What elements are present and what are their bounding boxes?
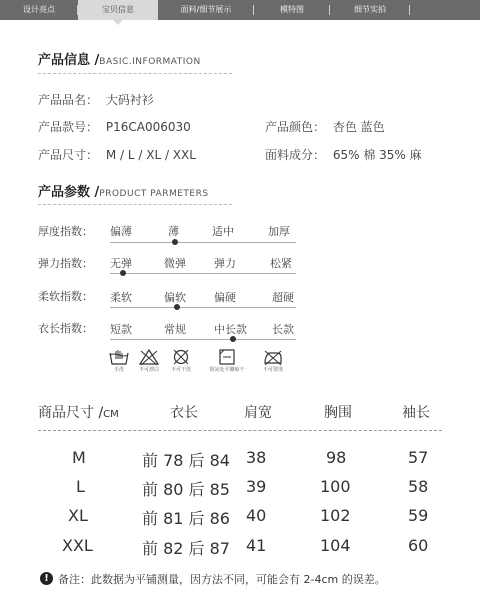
basic-info-title-en: BASIC.INFORMATION: [99, 57, 201, 67]
measurement-note: 备注：此数据为平铺测量，因方法不同，可能会有 2-4cm 的误差。: [58, 573, 386, 586]
care-label: 手洗: [113, 367, 124, 373]
nav-tab-detail[interactable]: [330, 0, 410, 20]
param-track: [110, 273, 296, 274]
sleeve-cell: 58: [408, 477, 429, 496]
param-track: [110, 339, 296, 340]
size-cell: M: [72, 448, 86, 467]
param-option: 加厚: [268, 225, 290, 238]
fabric-row: [265, 146, 422, 163]
nav-tab-model[interactable]: [254, 0, 330, 20]
no-bleach-icon: [138, 348, 160, 366]
chest-cell: 102: [320, 506, 351, 525]
warning-icon: !: [40, 572, 53, 585]
param-option: 偏软: [164, 291, 186, 304]
chest-cell: 98: [326, 448, 347, 467]
param-option: 长款: [272, 323, 294, 336]
no-iron-icon: [262, 348, 284, 366]
param-option: 柔软: [110, 291, 132, 304]
param-label-softness: 柔软指数：: [38, 290, 93, 303]
chest-cell: 100: [320, 477, 351, 496]
params-title-cn: 产品参数 /: [38, 185, 100, 200]
product-color-label: 产品颜色：: [265, 120, 326, 134]
shoulder-cell: 38: [246, 448, 267, 467]
product-name-label: 产品品名：: [38, 93, 99, 107]
care-label: 阴凉处平摊晾干: [209, 367, 245, 373]
divider: [38, 73, 232, 74]
hand-wash-icon: [108, 348, 130, 366]
param-option: 松紧: [270, 257, 292, 270]
size-cell: L: [76, 477, 85, 496]
no-dry-clean-icon: [170, 348, 192, 366]
params-title-en: PRODUCT PARMETERS: [99, 189, 209, 199]
param-track: [110, 307, 296, 308]
shoulder-cell: 40: [246, 506, 267, 525]
active-tab-caret: [113, 20, 123, 25]
param-option: 弹力: [214, 257, 236, 270]
param-label-thickness: 厚度指数：: [38, 225, 93, 238]
nav-tab-label: 宝贝信息: [102, 5, 134, 14]
care-label: 不可熨烫: [262, 367, 283, 373]
sleeve-cell: 57: [408, 448, 429, 467]
param-option: 中长款: [214, 323, 247, 336]
sleeve-cell: 60: [408, 536, 429, 555]
nav-tab-label: 细节实拍: [354, 5, 386, 14]
params-title: [38, 181, 209, 200]
param-label-elasticity: 弹力指数：: [38, 257, 93, 270]
param-option: 无弹: [110, 257, 132, 270]
fabric-value: 65% 棉 35% 麻: [332, 148, 422, 162]
length-cell: 前 78 后 84: [142, 451, 230, 470]
fabric-label: 面料成分：: [265, 148, 326, 162]
param-option: 薄: [168, 225, 179, 238]
product-size-value: M / L / XL / XXL: [105, 148, 196, 162]
param-option: 短款: [110, 323, 132, 336]
product-name-row: [38, 91, 154, 108]
param-indicator: [174, 304, 180, 310]
size-table-header-size: [38, 402, 119, 422]
product-code-value: P16CA006030: [105, 120, 191, 134]
shoulder-cell: 39: [246, 477, 267, 496]
length-cell: 前 80 后 85: [142, 480, 230, 499]
nav-tab-label: 模特图: [280, 5, 304, 14]
product-size-row: [38, 146, 196, 163]
param-track: [110, 242, 296, 243]
care-label: 不可干洗: [170, 367, 191, 373]
param-indicator: [120, 270, 126, 276]
size-cell: XL: [68, 506, 88, 525]
size-table-header-sleeve: 袖长: [402, 405, 430, 421]
product-code-row: [38, 118, 191, 135]
nav-tab-design[interactable]: [0, 0, 78, 20]
param-option: 偏薄: [110, 225, 132, 238]
size-cell: XXL: [62, 536, 93, 555]
nav-tab-info[interactable]: [78, 0, 158, 20]
size-table-header-length: 衣长: [170, 405, 198, 421]
param-option: 超硬: [272, 291, 294, 304]
size-table-header-chest: 胸围: [324, 405, 352, 421]
care-label: 不可漂白: [138, 367, 159, 373]
param-label-length: 衣长指数：: [38, 322, 93, 335]
size-header-label: 商品尺寸 /: [38, 405, 104, 421]
product-size-label: 产品尺寸：: [38, 148, 99, 162]
product-color-value: 杏色 蓝色: [332, 120, 385, 134]
param-option: 微弹: [164, 257, 186, 270]
basic-info-title-cn: 产品信息 /: [38, 53, 100, 68]
product-color-row: [265, 118, 385, 135]
param-indicator: [172, 239, 178, 245]
param-option: 常规: [164, 323, 186, 336]
param-option: 适中: [212, 225, 234, 238]
param-indicator: [230, 336, 236, 342]
table-divider: [38, 430, 442, 431]
sleeve-cell: 59: [408, 506, 429, 525]
size-header-unit: CM: [103, 409, 119, 420]
shoulder-cell: 41: [246, 536, 267, 555]
product-name-value: 大码衬衫: [105, 93, 154, 107]
top-nav: [0, 0, 480, 20]
basic-info-title: [38, 49, 201, 68]
param-option: 偏硬: [214, 291, 236, 304]
size-table-header-shoulder: 肩宽: [244, 405, 272, 421]
length-cell: 前 81 后 86: [142, 509, 230, 528]
chest-cell: 104: [320, 536, 351, 555]
product-code-label: 产品款号：: [38, 120, 99, 134]
length-cell: 前 82 后 87: [142, 539, 230, 558]
nav-tab-label: 设计亮点: [23, 5, 55, 14]
nav-tab-fabric[interactable]: [158, 0, 254, 20]
divider: [38, 204, 232, 205]
nav-tab-label: 面料/细节展示: [180, 5, 232, 14]
dry-flat-shade-icon: [216, 348, 238, 366]
